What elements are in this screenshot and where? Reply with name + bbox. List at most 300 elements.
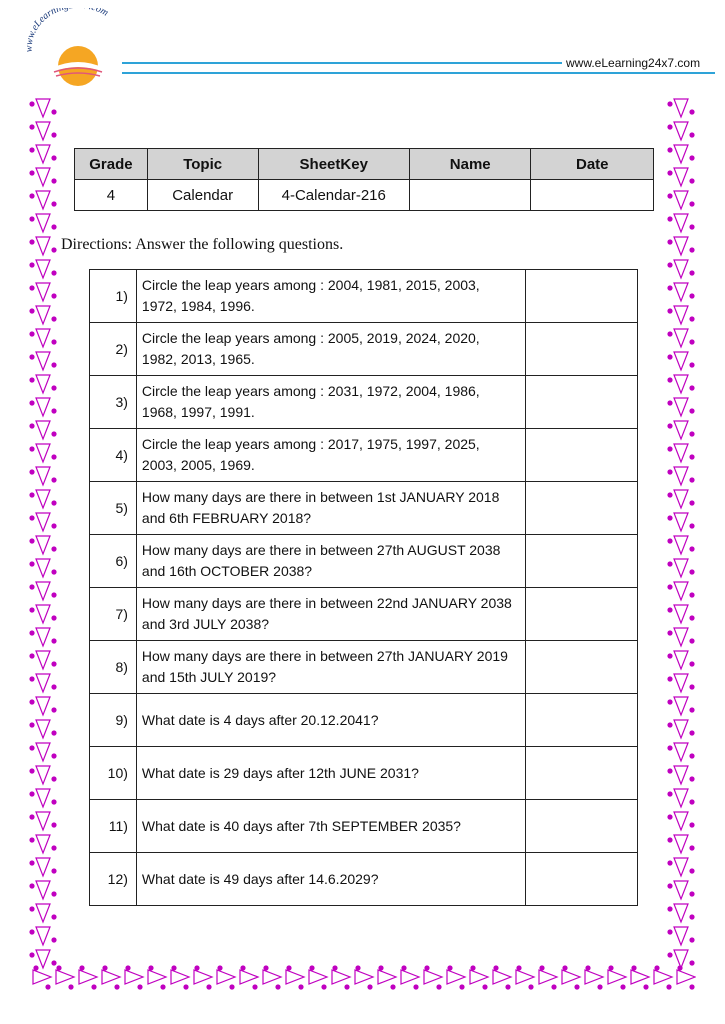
border-dot bbox=[275, 984, 280, 989]
border-dot bbox=[29, 239, 34, 244]
border-dot bbox=[667, 791, 672, 796]
border-triangle bbox=[36, 99, 50, 117]
border-dot bbox=[114, 984, 119, 989]
question-number: 9) bbox=[90, 694, 137, 747]
question-row bbox=[90, 482, 638, 535]
border-dot bbox=[51, 546, 56, 551]
border-dot bbox=[309, 965, 314, 970]
border-dot bbox=[51, 500, 56, 505]
answer-box[interactable] bbox=[525, 853, 638, 906]
border-dot bbox=[689, 753, 694, 758]
border-dot bbox=[689, 937, 694, 942]
border-dot bbox=[29, 377, 34, 382]
border-dot bbox=[667, 676, 672, 681]
border-dot bbox=[29, 676, 34, 681]
question-row bbox=[90, 800, 638, 853]
border-triangle bbox=[674, 743, 688, 761]
question-text: How many days are there in between 22nd JANUARY 2038 and 3rd JULY 2038? bbox=[136, 588, 525, 641]
answer-box[interactable] bbox=[525, 376, 638, 429]
answer-box[interactable] bbox=[525, 323, 638, 376]
border-dot bbox=[51, 799, 56, 804]
border-dot bbox=[29, 791, 34, 796]
border-triangle bbox=[36, 904, 50, 922]
border-triangle bbox=[674, 513, 688, 531]
border-triangle bbox=[674, 881, 688, 899]
border-triangle bbox=[36, 145, 50, 163]
border-dot bbox=[51, 638, 56, 643]
border-dot bbox=[51, 569, 56, 574]
question-row bbox=[90, 323, 638, 376]
border-triangle bbox=[674, 306, 688, 324]
question-text: What date is 49 days after 14.6.2029? bbox=[136, 853, 525, 906]
border-dot bbox=[667, 768, 672, 773]
svg-text:www.eLearning24x7.com bbox=[24, 8, 110, 52]
border-dot bbox=[29, 699, 34, 704]
border-dot bbox=[344, 984, 349, 989]
border-triangle bbox=[36, 352, 50, 370]
border-dot bbox=[29, 308, 34, 313]
border-dot bbox=[482, 984, 487, 989]
border-triangle bbox=[36, 536, 50, 554]
border-dot bbox=[367, 984, 372, 989]
question-row bbox=[90, 747, 638, 800]
border-dot bbox=[51, 431, 56, 436]
border-dot bbox=[51, 661, 56, 666]
answer-box[interactable] bbox=[525, 588, 638, 641]
border-dot bbox=[689, 454, 694, 459]
border-dot bbox=[29, 883, 34, 888]
border-dot bbox=[689, 247, 694, 252]
answer-box[interactable] bbox=[525, 747, 638, 800]
border-dot bbox=[194, 965, 199, 970]
border-triangle bbox=[674, 651, 688, 669]
border-dot bbox=[29, 814, 34, 819]
answer-box[interactable] bbox=[525, 482, 638, 535]
border-dot bbox=[689, 891, 694, 896]
question-row bbox=[90, 641, 638, 694]
border-triangle bbox=[378, 970, 396, 984]
border-triangle bbox=[36, 375, 50, 393]
border-triangle bbox=[36, 605, 50, 623]
border-dot bbox=[667, 400, 672, 405]
question-row bbox=[90, 535, 638, 588]
question-number: 7) bbox=[90, 588, 137, 641]
border-dot bbox=[51, 316, 56, 321]
question-text: Circle the leap years among : 2005, 2019, 2024, 2020, 1982, 2013, 1965. bbox=[136, 323, 525, 376]
name-field[interactable] bbox=[409, 180, 531, 211]
question-number: 4) bbox=[90, 429, 137, 482]
border-dot bbox=[667, 262, 672, 267]
question-number: 1) bbox=[90, 270, 137, 323]
border-triangle bbox=[36, 214, 50, 232]
border-triangle bbox=[493, 970, 511, 984]
border-triangle bbox=[79, 970, 97, 984]
border-dot bbox=[689, 500, 694, 505]
answer-box[interactable] bbox=[525, 800, 638, 853]
border-dot bbox=[51, 523, 56, 528]
border-dot bbox=[667, 423, 672, 428]
border-triangle bbox=[263, 970, 281, 984]
border-dot bbox=[585, 965, 590, 970]
border-dot bbox=[355, 965, 360, 970]
border-triangle bbox=[286, 970, 304, 984]
border-triangle bbox=[102, 970, 120, 984]
border-triangle bbox=[674, 283, 688, 301]
border-dot bbox=[528, 984, 533, 989]
border-dot bbox=[689, 822, 694, 827]
border-triangle bbox=[674, 214, 688, 232]
date-field[interactable] bbox=[531, 180, 654, 211]
decorative-border-left bbox=[28, 98, 58, 988]
border-triangle bbox=[36, 720, 50, 738]
border-dot bbox=[51, 891, 56, 896]
border-dot bbox=[689, 132, 694, 137]
border-dot bbox=[51, 730, 56, 735]
question-number: 3) bbox=[90, 376, 137, 429]
questions-table bbox=[89, 269, 638, 906]
border-dot bbox=[689, 224, 694, 229]
border-triangle bbox=[677, 970, 695, 984]
border-dot bbox=[689, 523, 694, 528]
name-header: Name bbox=[409, 149, 531, 180]
border-dot bbox=[29, 860, 34, 865]
border-dot bbox=[667, 561, 672, 566]
question-row bbox=[90, 270, 638, 323]
question-text: How many days are there in between 27th JANUARY 2019 and 15th JULY 2019? bbox=[136, 641, 525, 694]
border-dot bbox=[689, 569, 694, 574]
border-dot bbox=[447, 965, 452, 970]
border-dot bbox=[51, 339, 56, 344]
border-triangle bbox=[36, 628, 50, 646]
border-triangle bbox=[36, 168, 50, 186]
border-dot bbox=[45, 984, 50, 989]
border-dot bbox=[29, 768, 34, 773]
border-triangle bbox=[424, 970, 442, 984]
border-dot bbox=[689, 155, 694, 160]
border-dot bbox=[56, 965, 61, 970]
site-logo bbox=[24, 8, 136, 92]
border-triangle bbox=[36, 237, 50, 255]
border-dot bbox=[667, 446, 672, 451]
border-triangle bbox=[36, 283, 50, 301]
border-dot bbox=[667, 860, 672, 865]
border-dot bbox=[401, 965, 406, 970]
border-dot bbox=[240, 965, 245, 970]
border-triangle bbox=[674, 329, 688, 347]
border-triangle bbox=[36, 789, 50, 807]
border-dot bbox=[689, 730, 694, 735]
question-text: Circle the leap years among : 2004, 1981, 2015, 2003, 1972, 1984, 1996. bbox=[136, 270, 525, 323]
border-dot bbox=[667, 239, 672, 244]
border-dot bbox=[689, 914, 694, 919]
border-dot bbox=[689, 845, 694, 850]
border-dot bbox=[689, 109, 694, 114]
border-dot bbox=[667, 515, 672, 520]
border-dot bbox=[29, 469, 34, 474]
border-triangle bbox=[674, 835, 688, 853]
border-dot bbox=[667, 377, 672, 382]
border-triangle bbox=[36, 398, 50, 416]
border-dot bbox=[51, 753, 56, 758]
border-dot bbox=[378, 965, 383, 970]
border-triangle bbox=[36, 766, 50, 784]
border-dot bbox=[263, 965, 268, 970]
border-dot bbox=[51, 477, 56, 482]
border-dot bbox=[51, 362, 56, 367]
border-dot bbox=[493, 965, 498, 970]
decorative-border-bottom bbox=[28, 962, 696, 992]
border-triangle bbox=[56, 970, 74, 984]
border-dot bbox=[667, 906, 672, 911]
border-dot bbox=[332, 965, 337, 970]
border-dot bbox=[620, 984, 625, 989]
border-triangle bbox=[674, 467, 688, 485]
border-dot bbox=[390, 984, 395, 989]
border-triangle bbox=[674, 674, 688, 692]
border-triangle bbox=[36, 467, 50, 485]
border-dot bbox=[29, 331, 34, 336]
question-number: 5) bbox=[90, 482, 137, 535]
border-triangle bbox=[36, 835, 50, 853]
border-dot bbox=[29, 952, 34, 957]
border-dot bbox=[689, 661, 694, 666]
border-dot bbox=[667, 285, 672, 290]
border-dot bbox=[551, 984, 556, 989]
border-triangle bbox=[36, 444, 50, 462]
header-rule-bottom bbox=[122, 72, 715, 74]
border-dot bbox=[667, 538, 672, 543]
border-triangle bbox=[674, 766, 688, 784]
question-text: Circle the leap years among : 2031, 1972, 2004, 1986, 1968, 1997, 1991. bbox=[136, 376, 525, 429]
answer-box[interactable] bbox=[525, 694, 638, 747]
question-row bbox=[90, 588, 638, 641]
question-number: 2) bbox=[90, 323, 137, 376]
border-dot bbox=[29, 538, 34, 543]
border-dot bbox=[29, 584, 34, 589]
border-dot bbox=[505, 984, 510, 989]
border-dot bbox=[667, 469, 672, 474]
border-dot bbox=[29, 124, 34, 129]
border-dot bbox=[667, 952, 672, 957]
topic-header: Topic bbox=[147, 149, 258, 180]
border-dot bbox=[667, 929, 672, 934]
border-dot bbox=[206, 984, 211, 989]
border-triangle bbox=[674, 398, 688, 416]
border-triangle bbox=[674, 145, 688, 163]
border-dot bbox=[51, 707, 56, 712]
border-dot bbox=[148, 965, 153, 970]
border-dot bbox=[51, 178, 56, 183]
border-triangle bbox=[36, 306, 50, 324]
border-dot bbox=[51, 224, 56, 229]
border-triangle bbox=[470, 970, 488, 984]
border-triangle bbox=[309, 970, 327, 984]
border-dot bbox=[654, 965, 659, 970]
border-triangle bbox=[171, 970, 189, 984]
border-triangle bbox=[36, 858, 50, 876]
border-dot bbox=[29, 906, 34, 911]
site-url: www.eLearning24x7.com bbox=[566, 56, 701, 70]
border-dot bbox=[413, 984, 418, 989]
border-triangle bbox=[36, 674, 50, 692]
border-dot bbox=[298, 984, 303, 989]
border-dot bbox=[29, 561, 34, 566]
border-dot bbox=[217, 965, 222, 970]
border-dot bbox=[689, 776, 694, 781]
border-triangle bbox=[33, 970, 51, 984]
border-dot bbox=[667, 216, 672, 221]
border-triangle bbox=[674, 858, 688, 876]
border-dot bbox=[667, 630, 672, 635]
sheetkey-header: SheetKey bbox=[258, 149, 409, 180]
grade-header: Grade bbox=[75, 149, 148, 180]
border-dot bbox=[171, 965, 176, 970]
question-row bbox=[90, 376, 638, 429]
border-dot bbox=[102, 965, 107, 970]
border-dot bbox=[436, 984, 441, 989]
question-row bbox=[90, 694, 638, 747]
border-triangle bbox=[148, 970, 166, 984]
border-dot bbox=[667, 883, 672, 888]
border-dot bbox=[689, 293, 694, 298]
border-dot bbox=[29, 722, 34, 727]
border-dot bbox=[643, 984, 648, 989]
border-triangle bbox=[36, 122, 50, 140]
question-text: How many days are there in between 27th AUGUST 2038 and 16th OCTOBER 2038? bbox=[136, 535, 525, 588]
question-text: What date is 4 days after 20.12.2041? bbox=[136, 694, 525, 747]
border-dot bbox=[667, 653, 672, 658]
border-dot bbox=[667, 699, 672, 704]
question-number: 10) bbox=[90, 747, 137, 800]
border-triangle bbox=[674, 904, 688, 922]
border-dot bbox=[689, 984, 694, 989]
border-dot bbox=[667, 354, 672, 359]
border-dot bbox=[689, 546, 694, 551]
info-header-row bbox=[75, 149, 654, 180]
border-dot bbox=[51, 155, 56, 160]
question-text: Circle the leap years among : 2017, 1975, 1997, 2025, 2003, 2005, 1969. bbox=[136, 429, 525, 482]
border-dot bbox=[689, 431, 694, 436]
border-dot bbox=[252, 984, 257, 989]
border-dot bbox=[29, 837, 34, 842]
border-dot bbox=[667, 837, 672, 842]
header-rule-top bbox=[122, 62, 562, 64]
border-triangle bbox=[585, 970, 603, 984]
border-dot bbox=[183, 984, 188, 989]
border-dot bbox=[689, 799, 694, 804]
answer-box[interactable] bbox=[525, 270, 638, 323]
border-dot bbox=[597, 984, 602, 989]
border-triangle bbox=[674, 812, 688, 830]
border-dot bbox=[68, 984, 73, 989]
border-dot bbox=[689, 316, 694, 321]
question-number: 11) bbox=[90, 800, 137, 853]
border-dot bbox=[29, 446, 34, 451]
border-triangle bbox=[36, 513, 50, 531]
answer-box[interactable] bbox=[525, 429, 638, 482]
logo-text: www.eLearni om bbox=[24, 8, 111, 53]
border-dot bbox=[29, 101, 34, 106]
directions-text: Directions: Answer the following questions. bbox=[61, 236, 344, 253]
border-dot bbox=[51, 684, 56, 689]
border-dot bbox=[29, 492, 34, 497]
border-dot bbox=[29, 423, 34, 428]
border-triangle bbox=[516, 970, 534, 984]
border-dot bbox=[79, 965, 84, 970]
question-number: 12) bbox=[90, 853, 137, 906]
border-dot bbox=[689, 408, 694, 413]
border-triangle bbox=[674, 559, 688, 577]
border-dot bbox=[689, 638, 694, 643]
border-triangle bbox=[562, 970, 580, 984]
grade-value: 4 bbox=[75, 180, 148, 211]
border-triangle bbox=[36, 260, 50, 278]
border-triangle bbox=[674, 628, 688, 646]
border-triangle bbox=[36, 191, 50, 209]
question-number: 8) bbox=[90, 641, 137, 694]
decorative-border-right bbox=[666, 98, 696, 988]
border-dot bbox=[562, 965, 567, 970]
border-triangle bbox=[674, 99, 688, 117]
border-triangle bbox=[36, 582, 50, 600]
answer-box[interactable] bbox=[525, 641, 638, 694]
border-dot bbox=[666, 984, 671, 989]
border-triangle bbox=[332, 970, 350, 984]
border-dot bbox=[539, 965, 544, 970]
border-dot bbox=[29, 170, 34, 175]
date-header: Date bbox=[531, 149, 654, 180]
border-dot bbox=[51, 132, 56, 137]
question-row bbox=[90, 853, 638, 906]
border-dot bbox=[689, 868, 694, 873]
border-triangle bbox=[401, 970, 419, 984]
border-dot bbox=[51, 914, 56, 919]
border-dot bbox=[51, 293, 56, 298]
border-dot bbox=[51, 776, 56, 781]
border-dot bbox=[286, 965, 291, 970]
border-triangle bbox=[36, 490, 50, 508]
border-dot bbox=[689, 707, 694, 712]
border-dot bbox=[125, 965, 130, 970]
border-dot bbox=[29, 653, 34, 658]
border-triangle bbox=[674, 191, 688, 209]
border-dot bbox=[667, 492, 672, 497]
border-dot bbox=[29, 354, 34, 359]
border-dot bbox=[33, 965, 38, 970]
border-dot bbox=[29, 607, 34, 612]
border-triangle bbox=[36, 812, 50, 830]
border-dot bbox=[29, 262, 34, 267]
question-text: How many days are there in between 1st JANUARY 2018 and 6th FEBRUARY 2018? bbox=[136, 482, 525, 535]
border-dot bbox=[667, 814, 672, 819]
border-dot bbox=[321, 984, 326, 989]
border-dot bbox=[689, 477, 694, 482]
border-dot bbox=[29, 745, 34, 750]
border-triangle bbox=[608, 970, 626, 984]
border-dot bbox=[574, 984, 579, 989]
answer-box[interactable] bbox=[525, 535, 638, 588]
border-dot bbox=[667, 607, 672, 612]
border-triangle bbox=[674, 927, 688, 945]
border-dot bbox=[459, 984, 464, 989]
border-dot bbox=[470, 965, 475, 970]
sheetkey-value: 4-Calendar-216 bbox=[258, 180, 409, 211]
border-triangle bbox=[36, 329, 50, 347]
border-triangle bbox=[355, 970, 373, 984]
border-dot bbox=[667, 308, 672, 313]
border-dot bbox=[667, 170, 672, 175]
border-dot bbox=[29, 147, 34, 152]
